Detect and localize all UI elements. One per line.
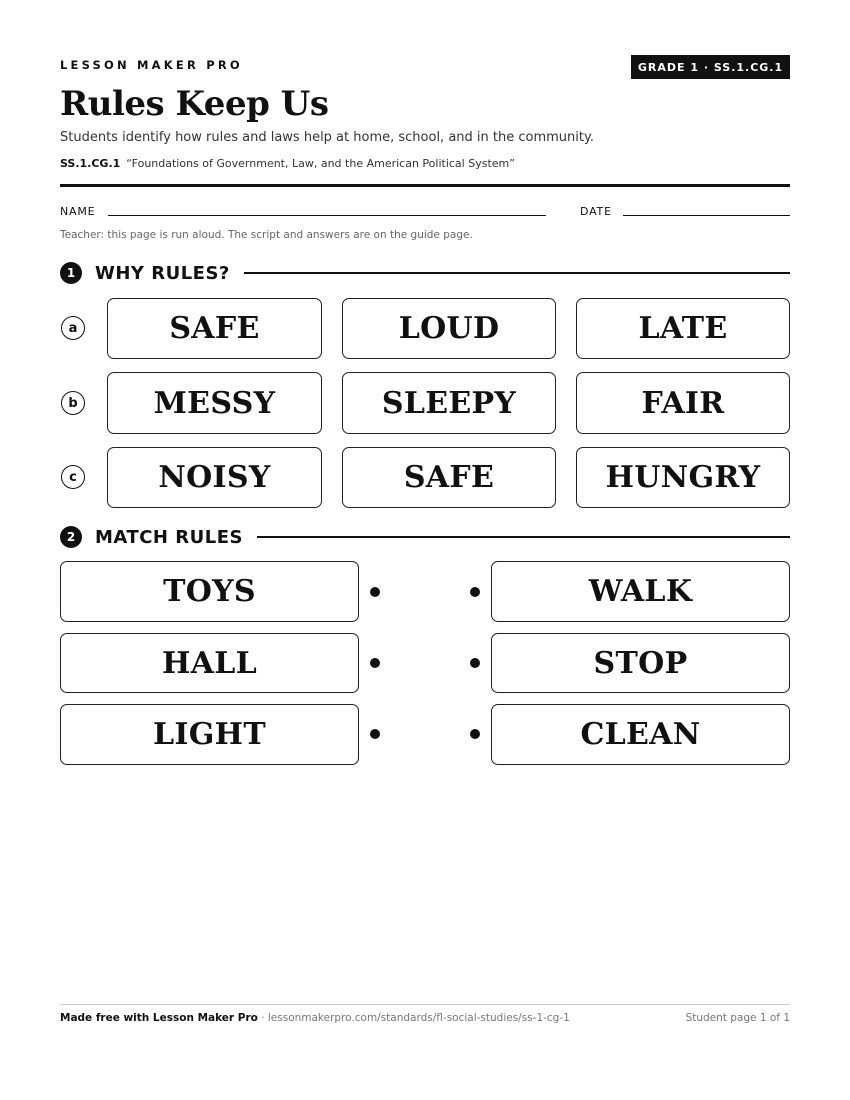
- choice-card[interactable]: SAFE: [342, 447, 556, 508]
- footer-divider: [60, 1004, 790, 1005]
- section-2-title: MATCH RULES: [95, 526, 243, 548]
- match-right-card[interactable]: CLEAN: [491, 704, 790, 765]
- choice-card[interactable]: SLEEPY: [342, 372, 556, 434]
- match-left-dot[interactable]: [370, 729, 380, 739]
- match-right-dot[interactable]: [470, 587, 480, 597]
- section-2-number: 2: [60, 526, 82, 548]
- date-label: DATE: [580, 205, 612, 218]
- match-left-card[interactable]: LIGHT: [60, 704, 359, 765]
- choice-card[interactable]: LATE: [576, 298, 790, 359]
- choice-card[interactable]: LOUD: [342, 298, 556, 359]
- match-left-card[interactable]: HALL: [60, 633, 359, 693]
- section-2-header: [60, 524, 790, 550]
- teacher-note: Teacher: this page is run aloud. The script and answers are on the guide page.: [60, 229, 473, 241]
- match-left-dot[interactable]: [370, 658, 380, 668]
- choice-card[interactable]: HUNGRY: [576, 447, 790, 508]
- standard-line: [60, 157, 515, 170]
- footer-credit: [60, 1012, 570, 1024]
- match-left-card[interactable]: TOYS: [60, 561, 359, 622]
- section-1-number: 1: [60, 262, 82, 284]
- grade-badge: GRADE 1 · SS.1.CG.1: [631, 55, 790, 79]
- brand-name: LESSON MAKER PRO: [60, 58, 243, 72]
- section-1-title: WHY RULES?: [95, 262, 230, 284]
- row-c-letter: c: [61, 465, 85, 489]
- match-right-card[interactable]: STOP: [491, 633, 790, 693]
- footer-made-with: Made free with Lesson Maker Pro: [60, 1012, 258, 1024]
- match-right-card[interactable]: WALK: [491, 561, 790, 622]
- choice-card[interactable]: FAIR: [576, 372, 790, 434]
- row-b-letter: b: [61, 391, 85, 415]
- match-right-dot[interactable]: [470, 729, 480, 739]
- page-subtitle: Students identify how rules and laws help at home, school, and in the community.: [60, 130, 594, 145]
- choice-card[interactable]: SAFE: [107, 298, 322, 359]
- footer-url[interactable]: · lessonmakerpro.com/standards/fl-social-studies/ss-1-cg-1: [257, 1012, 570, 1024]
- footer-page-number: Student page 1 of 1: [685, 1012, 790, 1024]
- name-label: NAME: [60, 205, 96, 218]
- section-1-header: [60, 260, 790, 286]
- standard-text: “Foundations of Government, Law, and the American Political System”: [126, 157, 515, 170]
- date-field[interactable]: [623, 215, 790, 216]
- choice-card[interactable]: MESSY: [107, 372, 322, 434]
- match-right-dot[interactable]: [470, 658, 480, 668]
- header-divider: [60, 184, 790, 187]
- match-left-dot[interactable]: [370, 587, 380, 597]
- section-2-rule: [257, 536, 790, 538]
- page-title: Rules Keep Us: [60, 84, 329, 124]
- name-field[interactable]: [108, 215, 546, 216]
- row-a-letter: a: [61, 316, 85, 340]
- choice-card[interactable]: NOISY: [107, 447, 322, 508]
- standard-code: SS.1.CG.1: [60, 157, 121, 170]
- section-1-rule: [244, 272, 790, 274]
